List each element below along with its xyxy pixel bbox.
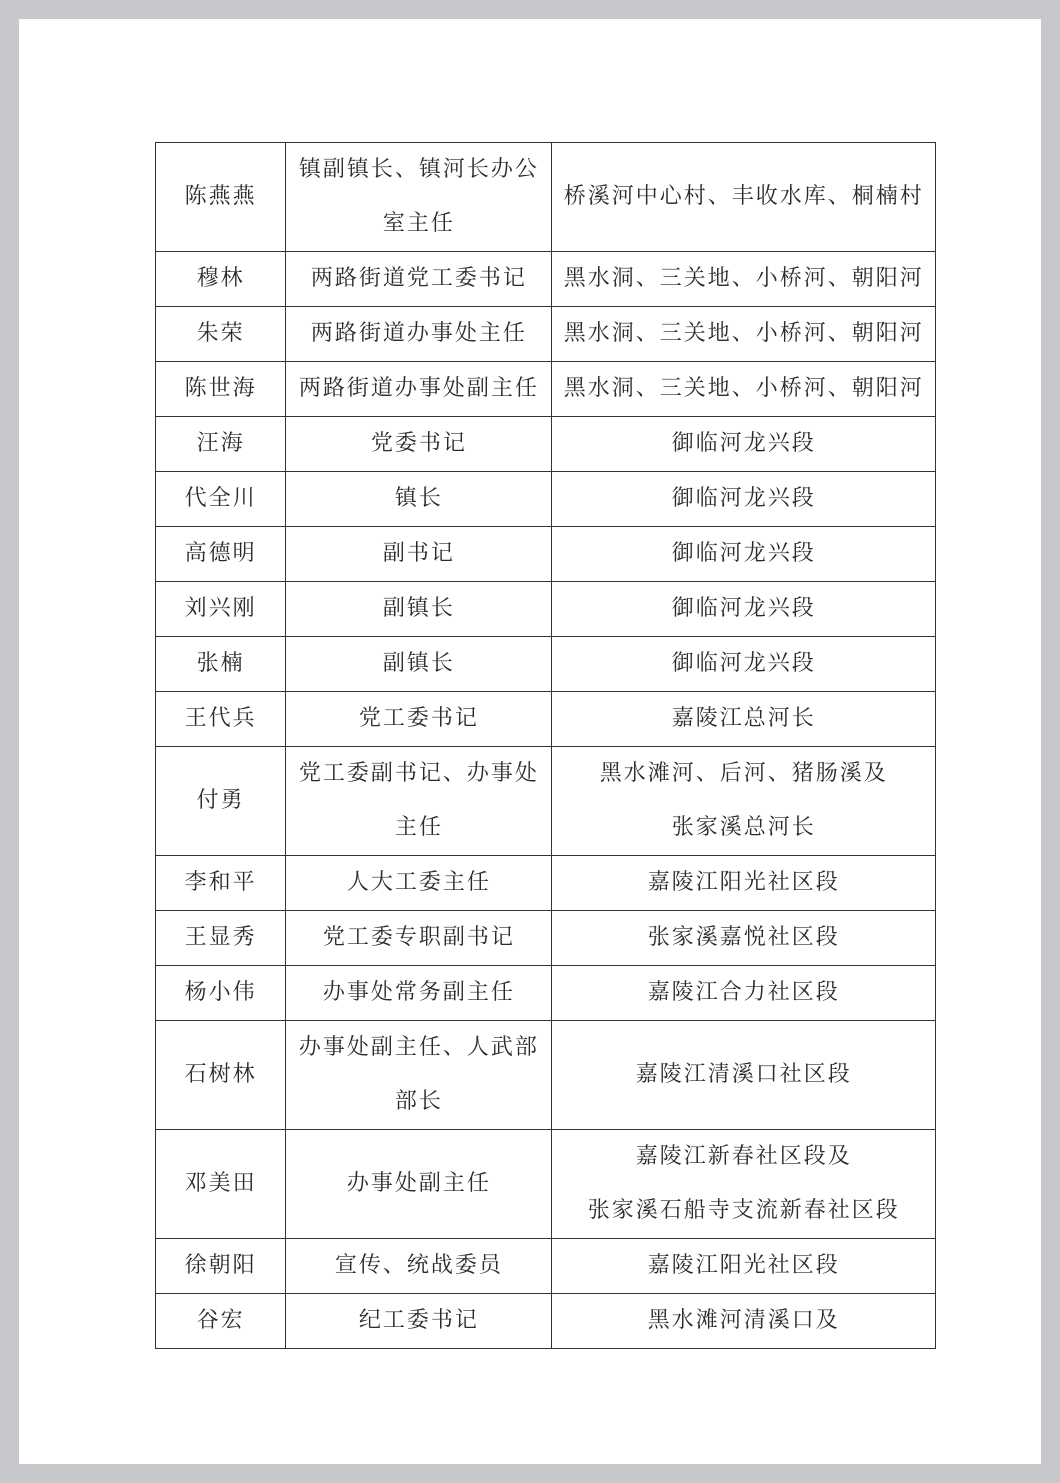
table-row	[156, 1021, 936, 1130]
area-cell: 御临河龙兴段	[552, 582, 936, 637]
area-cell: 嘉陵江阳光社区段	[552, 856, 936, 911]
position-cell: 镇长	[286, 472, 552, 527]
area-cell	[552, 747, 936, 856]
position-cell: 副书记	[286, 527, 552, 582]
table-row	[156, 1294, 936, 1349]
area-line: 张家溪石船寺支流新春社区段	[587, 1198, 900, 1223]
position-cell: 办事处副主任	[286, 1130, 552, 1239]
name-cell: 徐朝阳	[156, 1239, 286, 1294]
table-row	[156, 472, 936, 527]
table-row	[156, 747, 936, 856]
position-cell: 两路街道办事处副主任	[286, 362, 552, 417]
table-row	[156, 582, 936, 637]
name-cell: 代全川	[156, 472, 286, 527]
river-chief-table	[155, 142, 936, 1349]
area-line: 黑水滩河、后河、猪肠溪及	[599, 761, 888, 786]
position-cell: 党委书记	[286, 417, 552, 472]
area-cell: 御临河龙兴段	[552, 472, 936, 527]
area-cell: 黑水洞、三关地、小桥河、朝阳河	[552, 362, 936, 417]
table-row	[156, 417, 936, 472]
area-cell: 黑水洞、三关地、小桥河、朝阳河	[552, 307, 936, 362]
position-line: 镇副镇长、镇河长办公	[298, 157, 539, 182]
position-cell: 宣传、统战委员	[286, 1239, 552, 1294]
position-cell: 副镇长	[286, 582, 552, 637]
area-cell	[552, 1130, 936, 1239]
position-line: 部长	[394, 1089, 443, 1114]
area-cell: 嘉陵江清溪口社区段	[552, 1021, 936, 1130]
name-cell: 朱荣	[156, 307, 286, 362]
area-cell: 御临河龙兴段	[552, 637, 936, 692]
name-cell: 杨小伟	[156, 966, 286, 1021]
position-cell: 两路街道党工委书记	[286, 252, 552, 307]
name-cell: 陈燕燕	[156, 143, 286, 252]
position-line: 室主任	[382, 211, 455, 236]
area-cell: 黑水滩河清溪口及	[552, 1294, 936, 1349]
area-cell: 御临河龙兴段	[552, 527, 936, 582]
position-cell: 办事处常务副主任	[286, 966, 552, 1021]
name-cell: 石树林	[156, 1021, 286, 1130]
name-cell: 王显秀	[156, 911, 286, 966]
area-cell: 张家溪嘉悦社区段	[552, 911, 936, 966]
area-line: 嘉陵江新春社区段及	[635, 1144, 852, 1169]
position-line: 主任	[394, 815, 443, 840]
area-cell: 御临河龙兴段	[552, 417, 936, 472]
position-cell: 两路街道办事处主任	[286, 307, 552, 362]
name-cell: 汪海	[156, 417, 286, 472]
name-cell: 李和平	[156, 856, 286, 911]
position-cell: 党工委书记	[286, 692, 552, 747]
table-row	[156, 307, 936, 362]
area-cell: 黑水洞、三关地、小桥河、朝阳河	[552, 252, 936, 307]
position-line: 党工委副书记、办事处	[298, 761, 539, 786]
name-cell: 谷宏	[156, 1294, 286, 1349]
name-cell: 陈世海	[156, 362, 286, 417]
area-cell: 桥溪河中心村、丰收水库、桐楠村	[552, 143, 936, 252]
document-page	[19, 19, 1041, 1464]
table-row	[156, 1130, 936, 1239]
table-row	[156, 637, 936, 692]
name-cell: 付勇	[156, 747, 286, 856]
area-cell: 嘉陵江总河长	[552, 692, 936, 747]
table-body	[156, 143, 936, 1349]
position-cell	[286, 1021, 552, 1130]
position-cell: 副镇长	[286, 637, 552, 692]
table-row	[156, 856, 936, 911]
table-row	[156, 966, 936, 1021]
name-cell: 穆林	[156, 252, 286, 307]
table-row	[156, 911, 936, 966]
table-row	[156, 143, 936, 252]
table-row	[156, 692, 936, 747]
name-cell: 王代兵	[156, 692, 286, 747]
name-cell: 高德明	[156, 527, 286, 582]
position-cell: 人大工委主任	[286, 856, 552, 911]
table-row	[156, 252, 936, 307]
position-cell: 纪工委书记	[286, 1294, 552, 1349]
position-cell: 党工委专职副书记	[286, 911, 552, 966]
area-cell: 嘉陵江阳光社区段	[552, 1239, 936, 1294]
area-cell: 嘉陵江合力社区段	[552, 966, 936, 1021]
position-cell	[286, 747, 552, 856]
name-cell: 邓美田	[156, 1130, 286, 1239]
name-cell: 刘兴刚	[156, 582, 286, 637]
position-line: 办事处副主任、人武部	[298, 1035, 539, 1060]
name-cell: 张楠	[156, 637, 286, 692]
area-line: 张家溪总河长	[671, 815, 816, 840]
table-row	[156, 527, 936, 582]
table-row	[156, 362, 936, 417]
table-row	[156, 1239, 936, 1294]
position-cell	[286, 143, 552, 252]
